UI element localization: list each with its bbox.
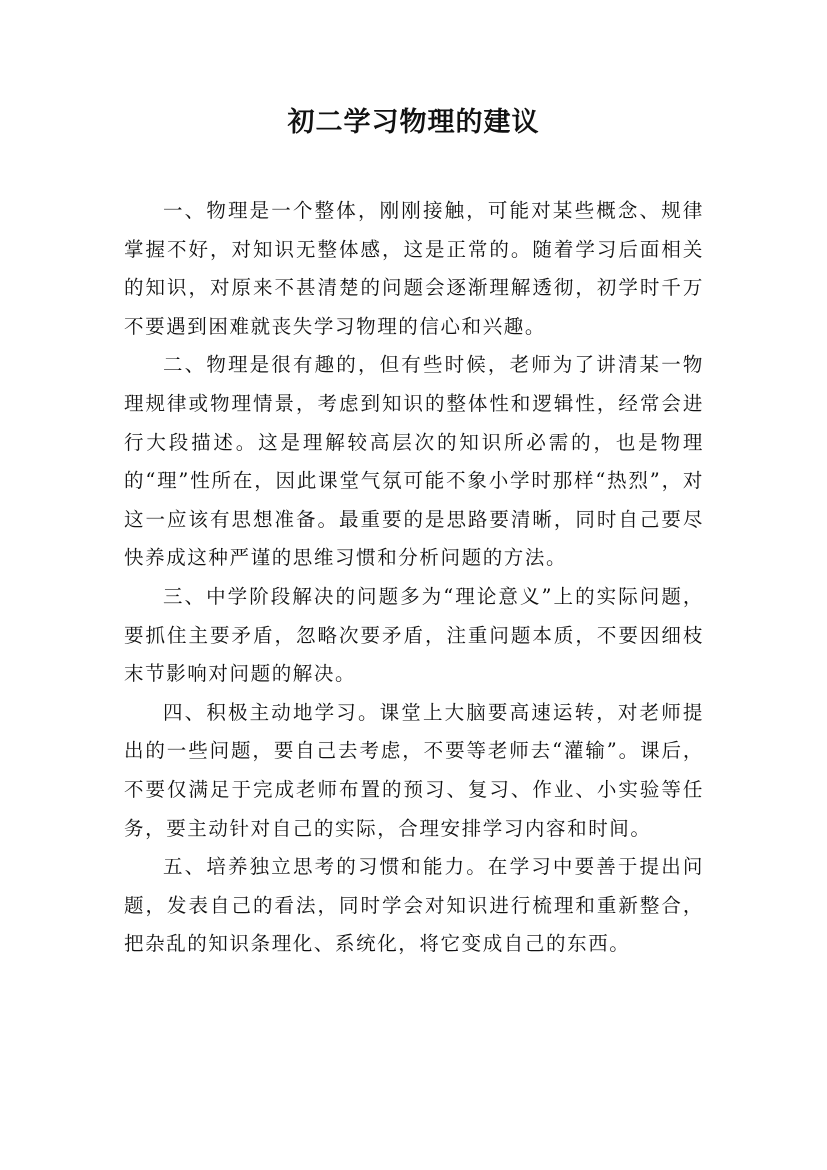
document-title: 初二学习物理的建议 [287,107,540,138]
paragraph-3: 三、中学阶段解决的问题多为“理论意义”上的实际问题，要抓住主要矛盾，忽略次要矛盾，注重问题本质，不要因细枝末节影响对问题的解决。 [124,584,704,686]
paragraph-5: 五、培养独立思考的习惯和能力。在学习中要善于提出问题，发表自己的看法，同时学会对知识进行梳理和重新整合，把杂乱的知识条理化、系统化，将它变成自己的东西。 [124,855,704,956]
paragraph-2: 二、物理是很有趣的，但有些时候，老师为了讲清某一物理规律或物理情景，考虑到知识的整体性和逻辑性，经常会进行大段描述。这是理解较高层次的知识所必需的，也是物理的“理”性所在，因此课堂气氛可能不象小学时那样“热烈”，对这一应该有思想准备。最重要的是思路要清晰，同时自己要尽快养成这种严谨的思维习惯和分析问题的方法。 [124,353,704,570]
document-body [124,192,704,964]
paragraph-4: 四、积极主动地学习。课堂上大脑要高速运转，对老师提出的一些问题，要自己去考虑，不要等老师去“灌输”。课后，不要仅满足于完成老师布置的预习、复习、作业、小实验等任务，要主动针对自己的实际，合理安排学习内容和时间。 [124,700,704,840]
paragraph-1: 一、物理是一个整体，刚刚接触，可能对某些概念、规律掌握不好，对知识无整体感，这是正常的。随着学习后面相关的知识，对原来不甚清楚的问题会逐渐理解透彻，初学时千万不要遇到困难就丧失学习物理的信心和兴趣。 [124,199,704,338]
